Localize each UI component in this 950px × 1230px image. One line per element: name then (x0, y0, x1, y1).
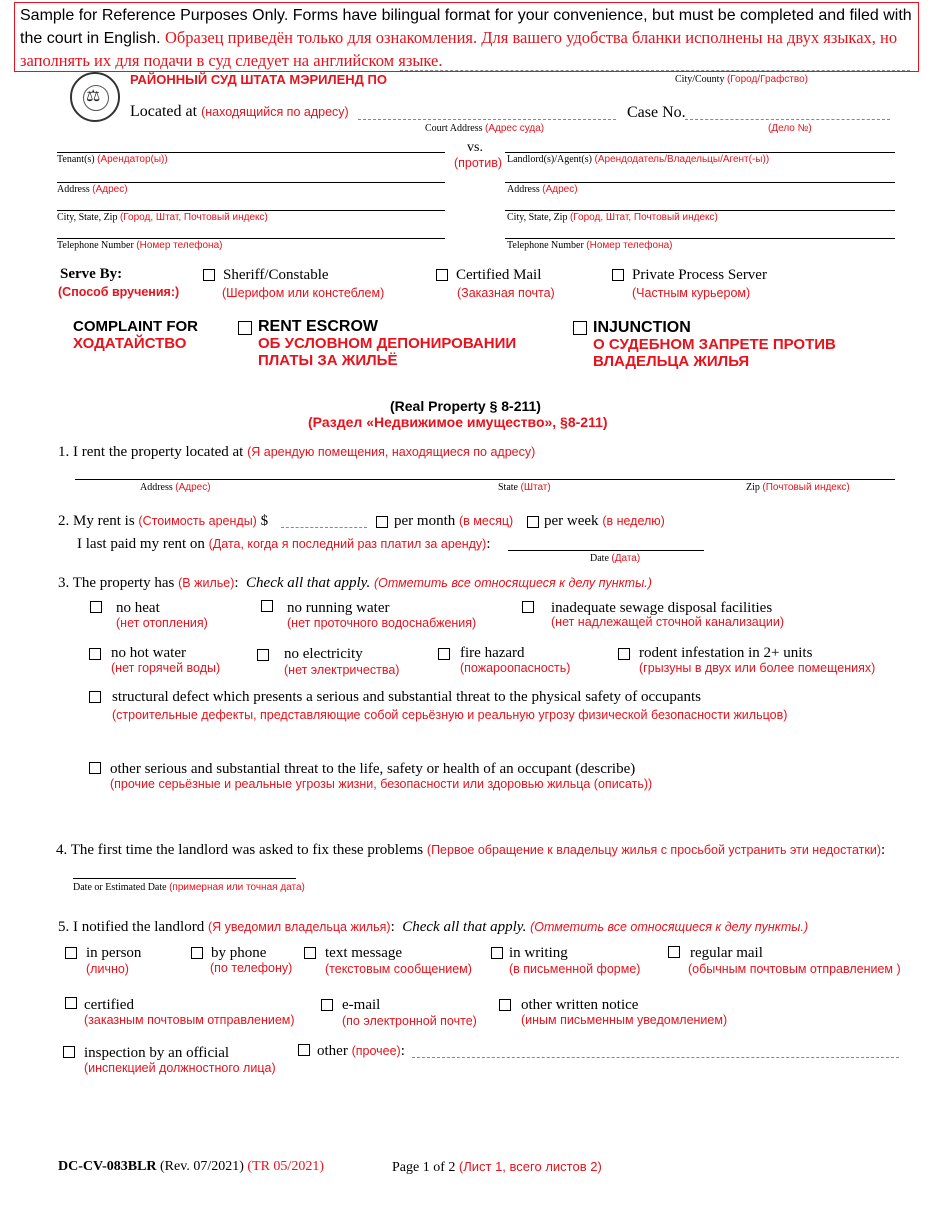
certified-checkbox[interactable] (65, 997, 77, 1009)
per-month-label: per month (в месяц) (394, 513, 514, 529)
regular-mail-label: regular mail (690, 945, 763, 961)
footer-form-id: DC-CV-083BLR (Rev. 07/2021) (TR 05/2021) (58, 1159, 324, 1174)
rodent-russian: (грызуны в двух или более помещениях) (639, 661, 876, 675)
no-electricity-russian: (нет электричества) (284, 663, 400, 677)
notice-russian: Образец приведён только для ознакомления. Для вашего удобства бланки исполнены на двух языках, но заполнять их для подачи в суд следует на английском языке. (20, 28, 898, 70)
last-paid-date-label: Date (Дата) (590, 553, 641, 564)
q1-label: 1. I rent the property located at (Я арендую помещения, находящиеся по адресу) (58, 444, 536, 460)
certified-label: certified (84, 997, 134, 1013)
q4-date-label: Date or Estimated Date (примерная или точная дата) (73, 882, 305, 893)
tenant-phone-label: Telephone Number (Номер телефона) (57, 240, 223, 251)
no-running-water-label: no running water (287, 600, 390, 616)
no-heat-checkbox[interactable] (90, 601, 102, 613)
landlord-phone-input[interactable] (505, 238, 895, 239)
tenant-city-input[interactable] (57, 210, 445, 211)
complaint-for-label: COMPLAINT FOR (73, 318, 198, 335)
in-person-russian: (лично) (86, 962, 129, 976)
no-running-water-checkbox[interactable] (261, 600, 273, 612)
no-electricity-label: no electricity (284, 646, 363, 662)
text-message-label: text message (325, 945, 403, 961)
other-label: other (прочее): (317, 1043, 405, 1059)
statute-label: (Real Property § 8-211) (390, 398, 541, 414)
no-running-water-russian: (нет проточного водоснабжения) (287, 616, 477, 630)
q5-label: 5. I notified the landlord (Я уведомил владельца жилья): Check all that apply. (Отметить все относящиеся к делу пункты.) (58, 919, 809, 935)
tenant-city-label: City, State, Zip (Город, Штат, Почтовый индекс) (57, 212, 268, 223)
q1-address-label: Address (Адрес) (140, 482, 211, 493)
other-threat-label: other serious and substantial threat to the life, safety or health of an occupant (describe) (110, 761, 636, 777)
fire-hazard-russian: (пожароопасность) (460, 661, 571, 675)
landlord-address-input[interactable] (505, 182, 895, 183)
rodent-checkbox[interactable] (618, 648, 630, 660)
sewage-russian: (нет надлежащей сточной канализации) (551, 615, 785, 629)
other-threat-russian: (прочие серьёзные и реальные угрозы жизни, безопасности или здоровью жильца (описать)) (110, 777, 653, 791)
serve-private-russian: (Частным курьером) (632, 286, 751, 300)
other-threat-checkbox[interactable] (89, 762, 101, 774)
landlord-city-input[interactable] (505, 210, 895, 211)
structural-defect-checkbox[interactable] (89, 691, 101, 703)
rent-escrow-russian: ОБ УСЛОВНОМ ДЕПОНИРОВАНИИ ПЛАТЫ ЗА ЖИЛЬЁ (258, 335, 517, 369)
vs-russian: (против) (454, 156, 503, 170)
court-address-label: Court Address (Адрес суда) (425, 123, 545, 134)
in-writing-russian: (в письменной форме) (509, 962, 641, 976)
serve-sheriff-checkbox[interactable] (203, 269, 215, 281)
landlord-city-label: City, State, Zip (Город, Штат, Почтовый индекс) (507, 212, 718, 223)
sewage-checkbox[interactable] (522, 601, 534, 613)
regular-mail-checkbox[interactable] (668, 946, 680, 958)
email-label: e-mail (342, 997, 381, 1013)
serve-sheriff-label: Sheriff/Constable (223, 267, 329, 283)
fire-hazard-label: fire hazard (460, 645, 525, 661)
landlord-label: Landlord(s)/Agent(s) (Арендодатель/Владельцы/Агент(-ы)) (507, 154, 770, 165)
no-heat-label: no heat (116, 600, 160, 616)
complaint-for-russian: ХОДАТАЙСТВО (73, 335, 187, 352)
by-phone-russian: (по телефону) (210, 961, 293, 975)
other-checkbox[interactable] (298, 1044, 310, 1056)
injunction-russian: О СУДЕБНОМ ЗАПРЕТЕ ПРОТИВ ВЛАДЕЛЬЦА ЖИЛЬЯ (593, 336, 836, 370)
serve-certified-russian: (Заказная почта) (457, 286, 555, 300)
in-writing-checkbox[interactable] (491, 947, 503, 959)
structural-defect-russian: (строительные дефекты, представляющие собой серьёзную и реальную угрозу физической безопасности жильцов) (112, 708, 788, 722)
court-address-input[interactable] (358, 119, 616, 120)
serve-certified-checkbox[interactable] (436, 269, 448, 281)
in-writing-label: in writing (509, 945, 568, 961)
sewage-label: inadequate sewage disposal facilities (551, 600, 773, 616)
landlord-input[interactable] (505, 152, 895, 153)
q1-zip-label: Zip (Почтовый индекс) (746, 482, 850, 493)
tenant-address-input[interactable] (57, 182, 445, 183)
q4-label: 4. The first time the landlord was asked to fix these problems (Первое обращение к владельцу жилья с просьбой устранить эти недостатки): (56, 842, 886, 858)
text-message-checkbox[interactable] (304, 947, 316, 959)
case-no-russian: (Дело №) (768, 123, 812, 134)
footer-page: Page 1 of 2 (Лист 1, всего листов 2) (392, 1159, 602, 1175)
per-month-checkbox[interactable] (376, 516, 388, 528)
injunction-checkbox[interactable] (573, 321, 587, 335)
serve-sheriff-russian: (Шерифом или констеблем) (222, 286, 385, 300)
other-input[interactable] (412, 1057, 899, 1058)
regular-mail-russian: (обычным почтовым отправлением ) (688, 962, 901, 976)
per-week-label: per week (в неделю) (544, 513, 665, 529)
last-paid-label: I last paid my rent on (Дата, когда я последний раз платил за аренду): (77, 536, 491, 552)
rodent-label: rodent infestation in 2+ units (639, 645, 813, 661)
tenant-phone-input[interactable] (57, 238, 445, 239)
by-phone-label: by phone (211, 945, 267, 961)
tenant-label: Tenant(s) (Арендатор(ы)) (57, 154, 168, 165)
in-person-checkbox[interactable] (65, 947, 77, 959)
serve-private-label: Private Process Server (632, 267, 767, 283)
court-seal-icon: ⚖ (70, 72, 120, 122)
no-hot-water-label: no hot water (111, 645, 186, 661)
q1-address-input[interactable] (75, 479, 895, 480)
tenant-address-label: Address (Адрес) (57, 184, 128, 195)
statute-russian: (Раздел «Недвижимое имущество», §8-211) (308, 414, 608, 430)
vs-label: vs. (467, 140, 483, 155)
case-no-label: Case No. (627, 104, 686, 121)
notice-english: Sample for Reference Purposes Only. Forms have bilingual format for your convenience, but must be completed and filed with the court in English. (20, 7, 912, 47)
rent-escrow-checkbox[interactable] (238, 321, 252, 335)
email-checkbox[interactable] (321, 999, 333, 1011)
certified-russian: (заказным почтовым отправлением) (84, 1013, 295, 1027)
by-phone-checkbox[interactable] (191, 947, 203, 959)
rent-escrow-label: RENT ESCROW (258, 318, 378, 335)
city-county-label: City/County (Город/Графство) (675, 74, 808, 85)
q1-state-label: State (Штат) (498, 482, 551, 493)
q3-label: 3. The property has (В жилье): Check all that apply. (Отметить все относящиеся к делу пункты.) (58, 575, 652, 591)
q4-date-input[interactable] (73, 878, 296, 879)
per-week-checkbox[interactable] (527, 516, 539, 528)
located-at-label: Located at (находящийся по адресу) (130, 103, 349, 120)
city-county-line[interactable] (400, 70, 910, 71)
case-no-input[interactable] (685, 119, 890, 120)
injunction-label: INJUNCTION (593, 319, 691, 336)
serve-certified-label: Certified Mail (456, 267, 542, 283)
rent-amount-input[interactable] (281, 527, 367, 528)
fire-hazard-checkbox[interactable] (438, 648, 450, 660)
landlord-phone-label: Telephone Number (Номер телефона) (507, 240, 673, 251)
inspection-russian: (инспекцией должностного лица) (84, 1061, 276, 1075)
landlord-address-label: Address (Адрес) (507, 184, 578, 195)
structural-defect-label: structural defect which presents a serious and substantial threat to the physical safety of occupants (112, 689, 701, 705)
no-electricity-checkbox[interactable] (257, 649, 269, 661)
text-message-russian: (текстовым сообщением) (325, 962, 472, 976)
serve-private-checkbox[interactable] (612, 269, 624, 281)
no-hot-water-checkbox[interactable] (89, 648, 101, 660)
serve-by-label: Serve By: (60, 266, 123, 282)
no-hot-water-russian: (нет горячей воды) (111, 661, 221, 675)
inspection-label: inspection by an official (84, 1045, 230, 1061)
last-paid-input[interactable] (508, 550, 704, 551)
inspection-checkbox[interactable] (63, 1046, 75, 1058)
other-written-checkbox[interactable] (499, 999, 511, 1011)
reference-notice (14, 2, 919, 72)
other-written-russian: (иным письменным уведомлением) (521, 1013, 728, 1027)
email-russian: (по электронной почте) (342, 1014, 477, 1028)
in-person-label: in person (86, 945, 142, 961)
q2-label: 2. My rent is (Стоимость аренды) $ (58, 513, 269, 529)
court-name-russian: РАЙОННЫЙ СУД ШТАТА МЭРИЛЕНД ПО (130, 72, 387, 87)
other-written-label: other written notice (521, 997, 639, 1013)
tenant-input[interactable] (57, 152, 445, 153)
no-heat-russian: (нет отопления) (116, 616, 208, 630)
serve-by-russian: (Способ вручения:) (58, 285, 180, 299)
